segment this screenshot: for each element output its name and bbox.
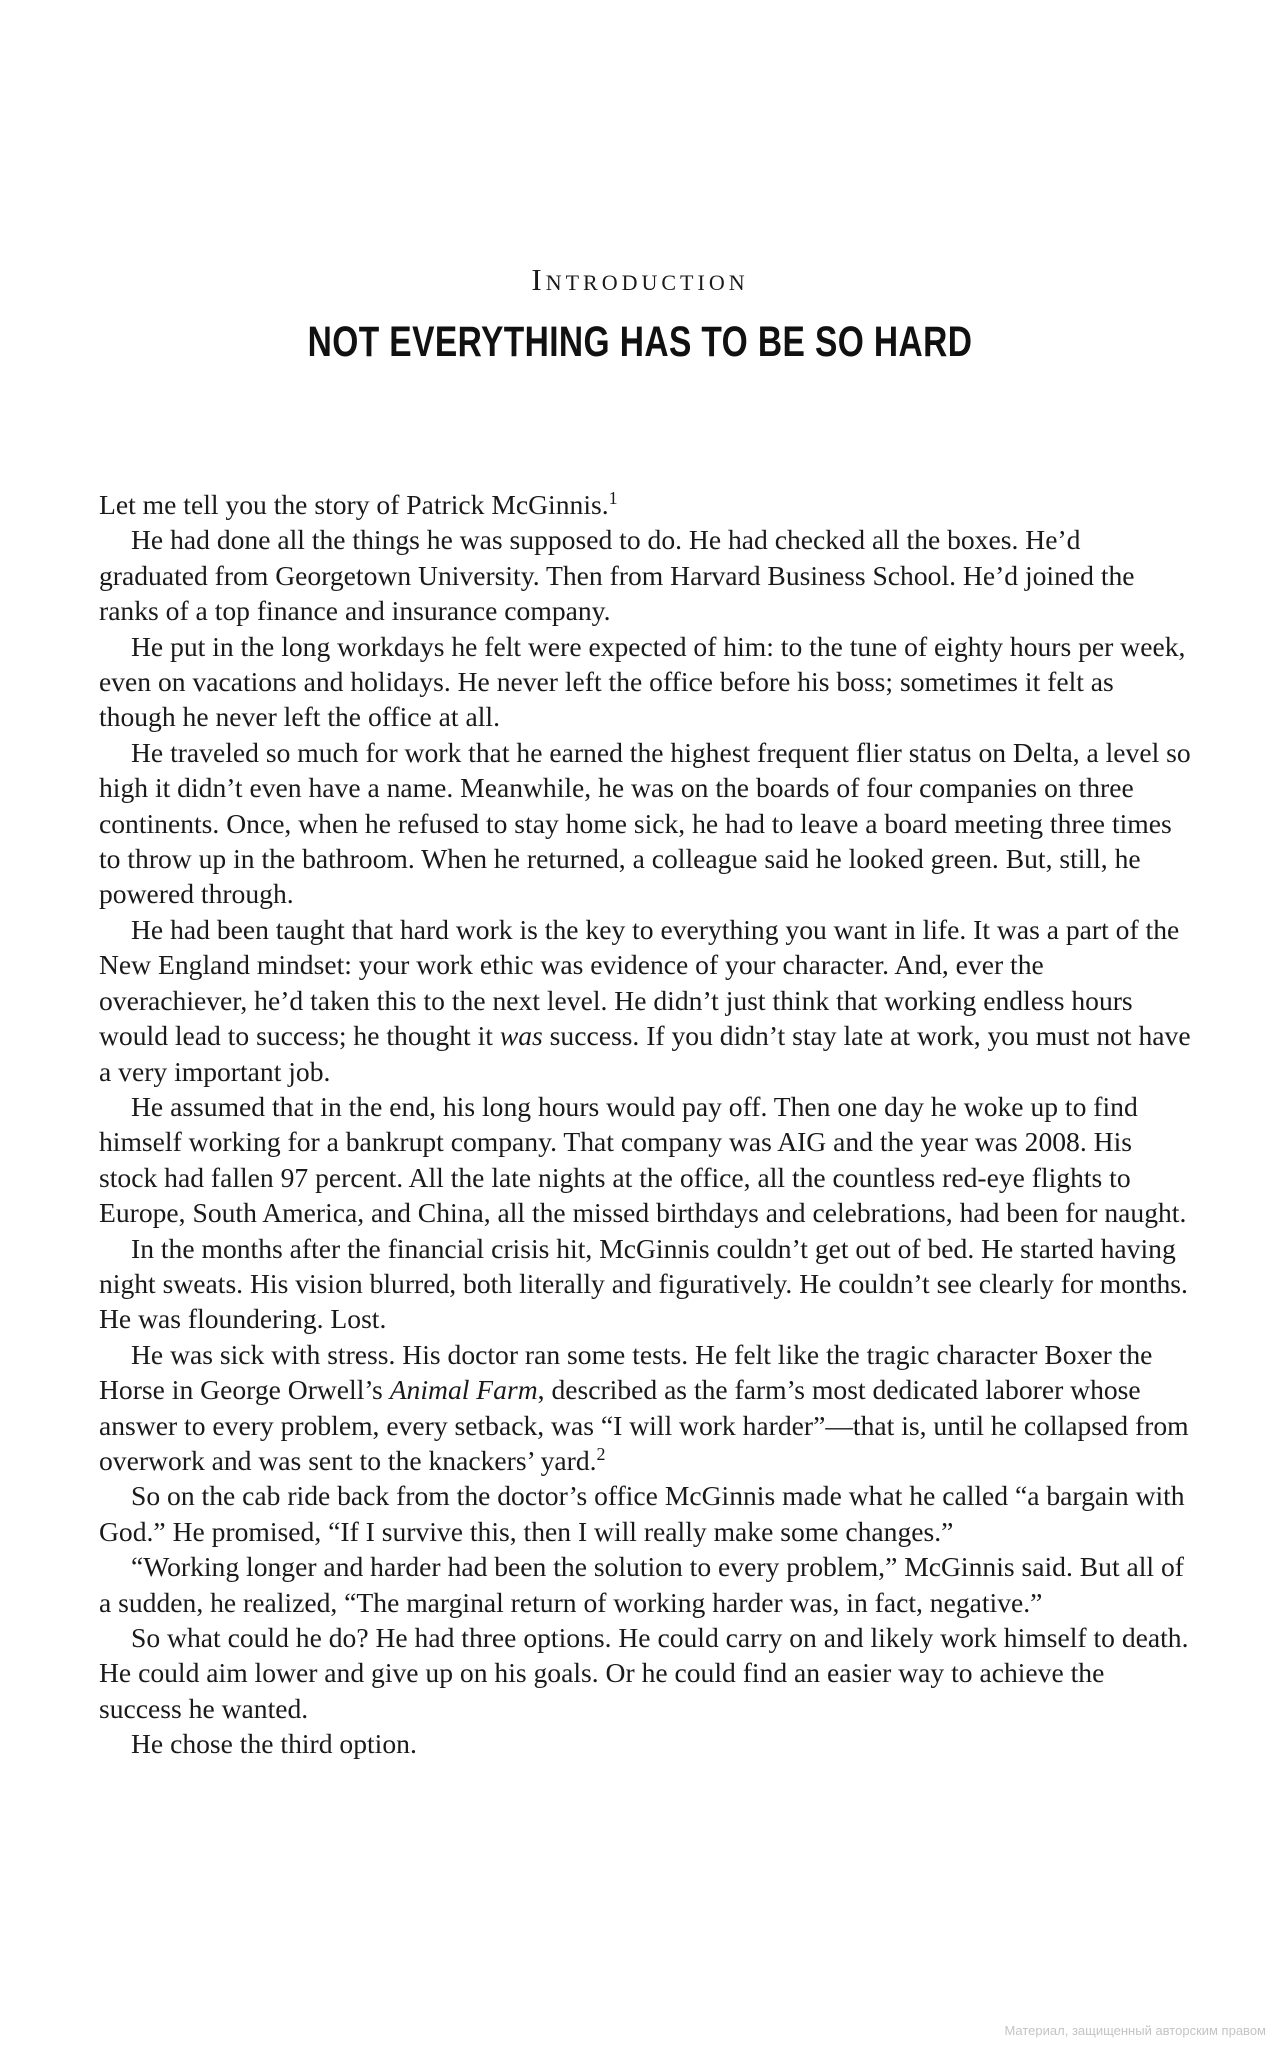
paragraph-text: He was sick with stress. His doctor ran some tests. He felt like the tragic character Boxer the Horse in George Orwell’s [99,1338,1153,1406]
book-title-emphasis: Animal Farm [389,1374,538,1406]
paragraph-text: Let me tell you the story of Patrick McGinnis. [99,489,609,520]
paragraph: He chose the third option. [131,1728,417,1760]
paragraph-text: success. If you didn’t stay late at work, you must not have a very important job. [99,1020,1191,1087]
footnote-marker: 2 [596,1443,606,1464]
footnote-marker: 1 [608,488,618,508]
paragraph-text: He had been taught that hard work is the key to everything you want in life. It was a part of the New England mindset: your work ethic was evidence of your character. And, ever the overachiever, he’d taken this to the next level. He didn’t just think that working endless hours would lead to success; he thought it [99,913,1180,1052]
paragraph [99,912,1191,1089]
paragraph: So what could he do? He had three options. He could carry on and likely work himself to death. He could aim lower and give up on his goals. Or he could find an easier way to achieve the success he wanted. [99,1622,1189,1724]
paragraph [99,1337,1191,1479]
paragraph-text: , described as the farm’s most dedicated laborer whose answer to every problem, every setback, was “I will work harder”—that is, until he collapsed from overwork and was sent to the knackers’ yard. [99,1374,1189,1476]
paragraph: He put in the long workdays he felt were expected of him: to the tune of eighty hours per week, even on vacations and holidays. He never left the office before his boss; sometimes it felt as though he never left the office at all. [99,630,1186,733]
body-text [99,487,1191,1762]
paragraph: He traveled so much for work that he earned the highest frequent flier status on Delta, a level so high it didn’t even have a name. Meanwhile, he was on the boards of four companies on three continents. Once, when he refused to stay home sick, he had to leave a board meeting three times to throw up in the bathroom. When he returned, a colleague said he looked green. But, still, he powered through. [99,736,1191,910]
copyright-watermark: Материал, защищенный авторским правом [1004,2023,1266,2038]
chapter-label: Introduction [531,262,749,297]
paragraph: He had done all the things he was supposed to do. He had checked all the boxes. He’d graduated from Georgetown University. Then from Harvard Business School. He’d joined the ranks of a top finance and insurance company. [99,524,1135,627]
chapter-title: NOT EVERYTHING HAS TO BE SO HARD [307,318,973,366]
paragraph: So on the cab ride back from the doctor’s office McGinnis made what he called “a bargain with God.” He promised, “If I survive this, then I will really make some changes.” [99,1480,1185,1547]
emphasis: was [499,1020,543,1052]
paragraph: He assumed that in the end, his long hours would pay off. Then one day he woke up to find himself working for a bankrupt company. That company was AIG and the year was 2008. His stock had fallen 97 percent. All the late nights at the office, all the countless red-eye flights to Europe, South America, and China, all the missed birthdays and celebrations, had been for naught. [99,1090,1187,1229]
paragraph: “Working longer and harder had been the solution to every problem,” McGinnis said. But all of a sudden, he realized, “The marginal return of working harder was, in fact, negative.” [99,1551,1184,1618]
paragraph [99,487,1191,522]
paragraph: In the months after the financial crisis hit, McGinnis couldn’t get out of bed. He started having night sweats. His vision blurred, both literally and figuratively. He couldn’t see clearly for months. He was floundering. Lost. [99,1232,1188,1335]
